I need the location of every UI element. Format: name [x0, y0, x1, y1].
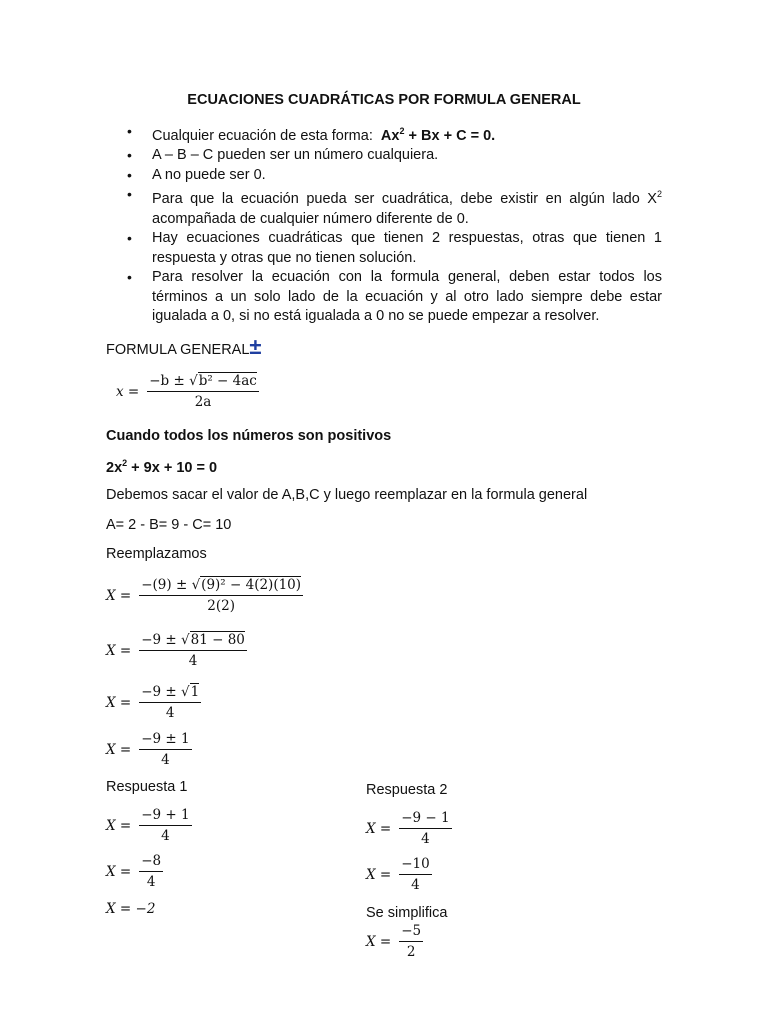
section-heading: Cuando todos los números son positivos: [106, 428, 392, 444]
answer-1-result: X = −2: [106, 901, 156, 917]
instruction-text: Debemos sacar el valor de A,B,C y luego reemplazar en la formula general: [106, 487, 588, 503]
step-4: X = $\frac{-9 \pm 1}{4}$: [106, 731, 190, 768]
general-form-formula: $Ax^2 + Bx + C = 0$.: [380, 126, 496, 144]
answer-2-result: X = $\frac{-5}{2}$: [366, 923, 422, 960]
answer-2-step-2: X = $\frac{-10}{4}$: [366, 856, 430, 893]
step-2: X = $\frac{-9 \pm √81 - 80}{4}$: [106, 632, 245, 669]
formula-heading: FORMULA GENERAL±: [106, 334, 262, 359]
page-title: ECUACIONES CUADRÁTICAS POR FORMULA GENERAL: [187, 92, 581, 108]
list-item: • A no puede ser 0.: [106, 166, 662, 186]
example-equation: $2x^2 + 9x + 10 = 0$: [106, 458, 218, 476]
coefficient-values: A= 2 - B= 9 - C= 10: [106, 517, 232, 533]
general-formula: x = $\frac{\text{−b ± √b² − 4ac}}{2a}$: [116, 373, 257, 410]
simplify-label: Se simplifica: [366, 905, 448, 921]
plus-minus-symbol: ±: [249, 334, 262, 359]
answer-1-step-1: X = $\frac{-9 + 1}{4}$: [106, 807, 190, 844]
step-3: X = $\frac{-9 \pm √1}{4}$: [106, 684, 200, 721]
bullet-text: Cualquier ecuación de esta forma:: [152, 127, 373, 144]
step-1: X = $\frac{\text{−(9) ± √(9)² − 4(2)(10)}}{2(2)}$: [106, 577, 302, 614]
list-item: [106, 122, 662, 146]
list-item: • Para resolver la ecuación con la formula general, deben estar todos los términos a un solo lado de la ecuación y al otro lado siempre debe estar igualada a 0, si no está igualada a 0 no se puede empezar a resolver.: [106, 268, 662, 327]
answer-1-label: Respuesta 1: [106, 779, 188, 795]
list-item: • Para que la ecuación pueda ser cuadrática, debe existir en algún lado $X^2$ acompañada de cualquier número diferente de 0.: [106, 185, 662, 229]
rules-list: [106, 122, 662, 327]
answer-2-label: Respuesta 2: [366, 782, 448, 798]
list-item: • A – B – C pueden ser un número cualquiera.: [106, 146, 662, 166]
answer-2-step-1: X = $\frac{-9 - 1}{4}$: [366, 810, 450, 847]
answer-1-step-2: X = $\frac{-8}{4}$: [106, 853, 162, 890]
list-item: • Hay ecuaciones cuadráticas que tienen 2 respuestas, otras que tienen 1 respuesta y otras que no tienen solución.: [106, 229, 662, 268]
replace-label: Reemplazamos: [106, 546, 207, 562]
